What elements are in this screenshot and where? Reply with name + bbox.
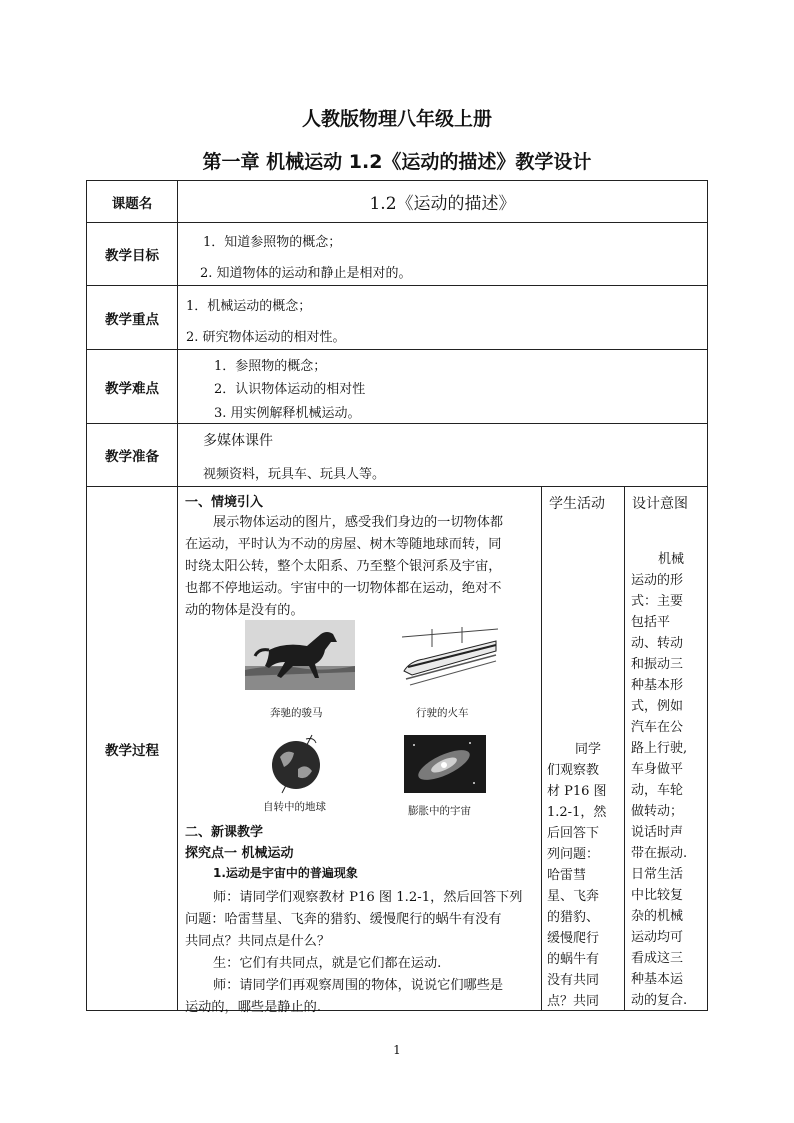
- horse-image: [245, 620, 355, 690]
- design-line: 看成这三: [631, 951, 684, 966]
- difficult-item: 2．认识物体运动的相对性: [214, 382, 366, 397]
- student-line: 缓慢爬行: [547, 931, 600, 946]
- difficult-item: 3. 用实例解释机械运动。: [214, 406, 361, 421]
- student-line: 们观察教: [547, 763, 600, 778]
- prep-item: 视频资料，玩具车、玩具人等。: [203, 467, 386, 482]
- design-line: 做转动；: [631, 804, 684, 819]
- design-line: 式，例如: [631, 699, 684, 714]
- design-line: 日常生活: [631, 867, 684, 882]
- student-line: 点？共同: [547, 994, 600, 1009]
- design-line: 式：主要: [631, 594, 684, 609]
- goals-label: 教学目标: [105, 248, 159, 264]
- student-line: 1.2-1，然: [547, 805, 607, 820]
- earth-image: [262, 733, 332, 795]
- design-line: 和振动三: [631, 657, 684, 672]
- design-line: 车身做平: [631, 762, 684, 777]
- caption-train: 行驶的火车: [416, 707, 469, 719]
- intro-line: 在运动，平时认为不动的房屋、树木等随地球而转，同: [185, 537, 502, 552]
- subsection-heading: 1.运动是宇宙中的普遍现象: [213, 866, 358, 880]
- dialog-line: 运动的，哪些是静止的.: [185, 1000, 322, 1015]
- student-line: 后回答下: [547, 826, 600, 841]
- process-label: 教学过程: [105, 742, 159, 759]
- design-line: 汽车在公: [631, 720, 684, 735]
- design-line: 运动的形: [631, 573, 684, 588]
- design-line: 中比较复: [631, 888, 684, 903]
- explore-heading: 探究点一 机械运动: [185, 846, 294, 861]
- caption-galaxy: 膨胀中的宇宙: [408, 805, 471, 817]
- dialog-line: 师：请同学们观察教材 P16 图 1.2-1，然后回答下列: [213, 890, 523, 905]
- design-line: 种基本形: [631, 678, 684, 693]
- design-line: 说话时声: [631, 825, 684, 840]
- difficult-label: 教学难点: [105, 380, 159, 397]
- student-header: 学生活动: [549, 496, 605, 512]
- design-line: 动、转动: [631, 636, 684, 651]
- section-new-heading: 二、新课教学: [185, 825, 264, 840]
- intro-line: 时绕太阳公转，整个太阳系、乃至整个银河系及宇宙，: [185, 559, 502, 574]
- design-line: 包括平: [631, 615, 671, 630]
- design-header: 设计意图: [632, 496, 688, 512]
- design-line: 动，车轮: [631, 783, 684, 798]
- intro-line: 动的物体是没有的。: [185, 603, 304, 618]
- section-intro-heading: 一、情境引入: [185, 495, 264, 510]
- design-line: 机械: [658, 552, 685, 567]
- student-line: 的猎豹、: [547, 910, 600, 925]
- student-line: 材 P16 图: [547, 784, 607, 799]
- train-image: [402, 627, 498, 687]
- intro-line: 也都不停地运动。宇宙中的一切物体都在运动，绝对不: [185, 581, 502, 596]
- student-line: 列问题：: [547, 847, 600, 862]
- key-item: 1．机械运动的概念；: [186, 299, 312, 314]
- student-line: 星、飞奔: [547, 889, 600, 904]
- student-line: 哈雷彗: [547, 868, 587, 883]
- page-number: 1: [393, 1043, 401, 1057]
- dialog-line: 生：它们有共同点，就是它们都在运动.: [213, 956, 442, 971]
- dialog-line: 共同点？共同点是什么？: [185, 934, 331, 949]
- design-line: 带在振动.: [631, 846, 688, 861]
- topic-value: 1.2《运动的描述》: [369, 194, 516, 214]
- prep-label: 教学准备: [105, 449, 159, 465]
- goal-item: 1．知道参照物的概念；: [203, 235, 342, 250]
- goal-item: 2. 知道物体的运动和静止是相对的。: [200, 266, 412, 281]
- student-line: 的蜗牛有: [547, 952, 600, 967]
- intro-line: 展示物体运动的图片，感受我们身边的一切物体都: [213, 515, 504, 530]
- design-line: 运动均可: [631, 930, 684, 945]
- caption-earth: 自转中的地球: [263, 801, 326, 813]
- caption-horse: 奔驰的骏马: [270, 707, 323, 719]
- design-line: 动的复合.: [631, 993, 688, 1008]
- design-line: 杂的机械: [631, 909, 684, 924]
- dialog-line: 问题：哈雷彗星、飞奔的猎豹、缓慢爬行的蜗牛有没有: [185, 912, 502, 927]
- key-item: 2. 研究物体运动的相对性。: [186, 330, 346, 345]
- design-line: 路上行驶,: [631, 741, 688, 756]
- prep-item: 多媒体课件: [203, 433, 273, 449]
- difficult-item: 1．参照物的概念；: [214, 359, 327, 374]
- design-line: 种基本运: [631, 972, 684, 987]
- student-line: 同学: [575, 742, 602, 757]
- galaxy-image: [404, 735, 486, 793]
- key-label: 教学重点: [105, 311, 159, 328]
- topic-label: 课题名: [111, 195, 153, 212]
- dialog-line: 师：请同学们再观察周围的物体，说说它们哪些是: [213, 978, 504, 993]
- document-title: 人教版物理八年级上册: [301, 108, 492, 130]
- document-subtitle: 第一章 机械运动 1.2《运动的描述》教学设计: [202, 151, 592, 173]
- student-line: 没有共同: [547, 973, 600, 988]
